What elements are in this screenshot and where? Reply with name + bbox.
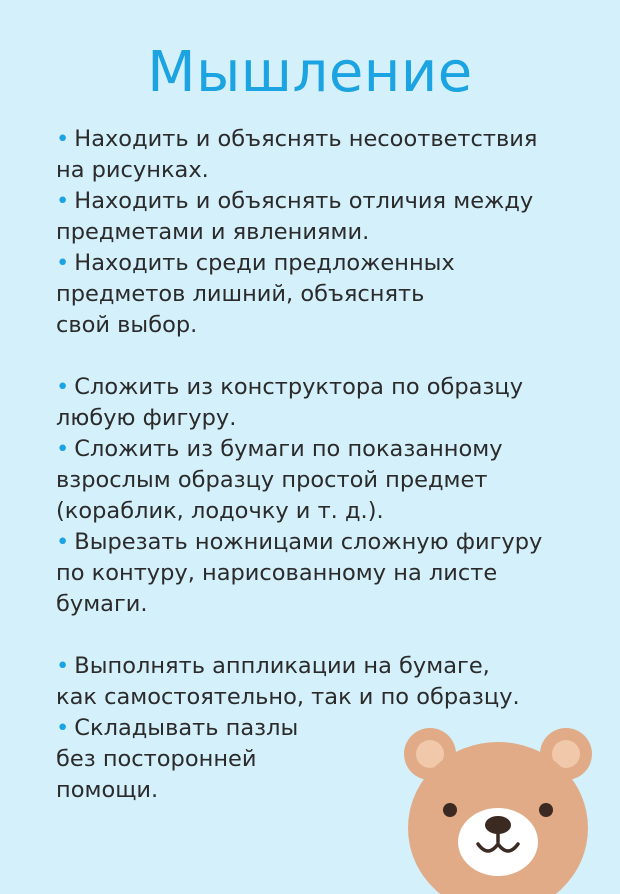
bear-left-eye	[443, 803, 457, 817]
list-item-text: без посторонней	[56, 746, 257, 772]
list-item-line	[56, 403, 576, 434]
bullet-icon: •	[56, 250, 70, 276]
bullet-icon: •	[56, 188, 70, 214]
list-item-text: Сложить из бумаги по показанному	[74, 436, 503, 462]
list-item-text: Сложить из конструктора по образцу	[74, 374, 524, 400]
bullet-icon: •	[56, 715, 70, 741]
group-spacer	[56, 620, 576, 651]
list-item-text: Выполнять аппликации на бумаге,	[74, 653, 490, 679]
list-item-text: Вырезать ножницами сложную фигуру	[74, 529, 543, 555]
list-item-text: (кораблик, лодочку и т. д.).	[56, 498, 384, 524]
skills-list	[56, 124, 576, 806]
page-title: Мышление	[147, 40, 473, 105]
list-item-line	[56, 651, 576, 682]
list-item-text: Находить и объяснять отличия между	[74, 188, 534, 214]
list-item-line	[56, 217, 576, 248]
list-item	[56, 186, 576, 248]
bullet-icon: •	[56, 436, 70, 462]
list-item-text: Находить и объяснять несоответствия	[74, 126, 538, 152]
list-item-line	[56, 279, 576, 310]
bear-right-eye	[539, 803, 553, 817]
list-item-line	[56, 186, 576, 217]
list-item-line	[56, 248, 576, 279]
bullet-icon: •	[56, 126, 70, 152]
list-item	[56, 124, 576, 186]
list-item-line	[56, 527, 576, 558]
bear-icon	[400, 718, 600, 894]
list-item-line	[56, 310, 576, 341]
list-item-text: Складывать пазлы	[74, 715, 299, 741]
list-item-text: на рисунках.	[56, 157, 209, 183]
bullet-icon: •	[56, 529, 70, 555]
list-item-text: бумаги.	[56, 591, 148, 617]
bullet-icon: •	[56, 374, 70, 400]
list-item	[56, 651, 576, 713]
list-item	[56, 248, 576, 341]
list-item-line	[56, 465, 576, 496]
list-item-line	[56, 682, 576, 713]
list-item-line	[56, 496, 576, 527]
list-item-text: предметами и явлениями.	[56, 219, 370, 245]
list-item-text: по контуру, нарисованному на листе	[56, 560, 498, 586]
list-item-line	[56, 558, 576, 589]
list-item	[56, 527, 576, 620]
group-spacer	[56, 341, 576, 372]
list-item-text: предметов лишний, объяснять	[56, 281, 425, 307]
list-item	[56, 434, 576, 527]
list-item-text: Находить среди предложенных	[74, 250, 455, 276]
list-item-text: взрослым образцу простой предмет	[56, 467, 488, 493]
list-item-text: как самостоятельно, так и по образцу.	[56, 684, 520, 710]
list-item	[56, 372, 576, 434]
list-item-line	[56, 589, 576, 620]
list-item-line	[56, 155, 576, 186]
list-item-line	[56, 372, 576, 403]
list-item-text: любую фигуру.	[56, 405, 237, 431]
list-item-line	[56, 434, 576, 465]
bullet-icon: •	[56, 653, 70, 679]
list-item-line	[56, 124, 576, 155]
list-item-text: помощи.	[56, 777, 159, 803]
list-item-text: свой выбор.	[56, 312, 198, 338]
